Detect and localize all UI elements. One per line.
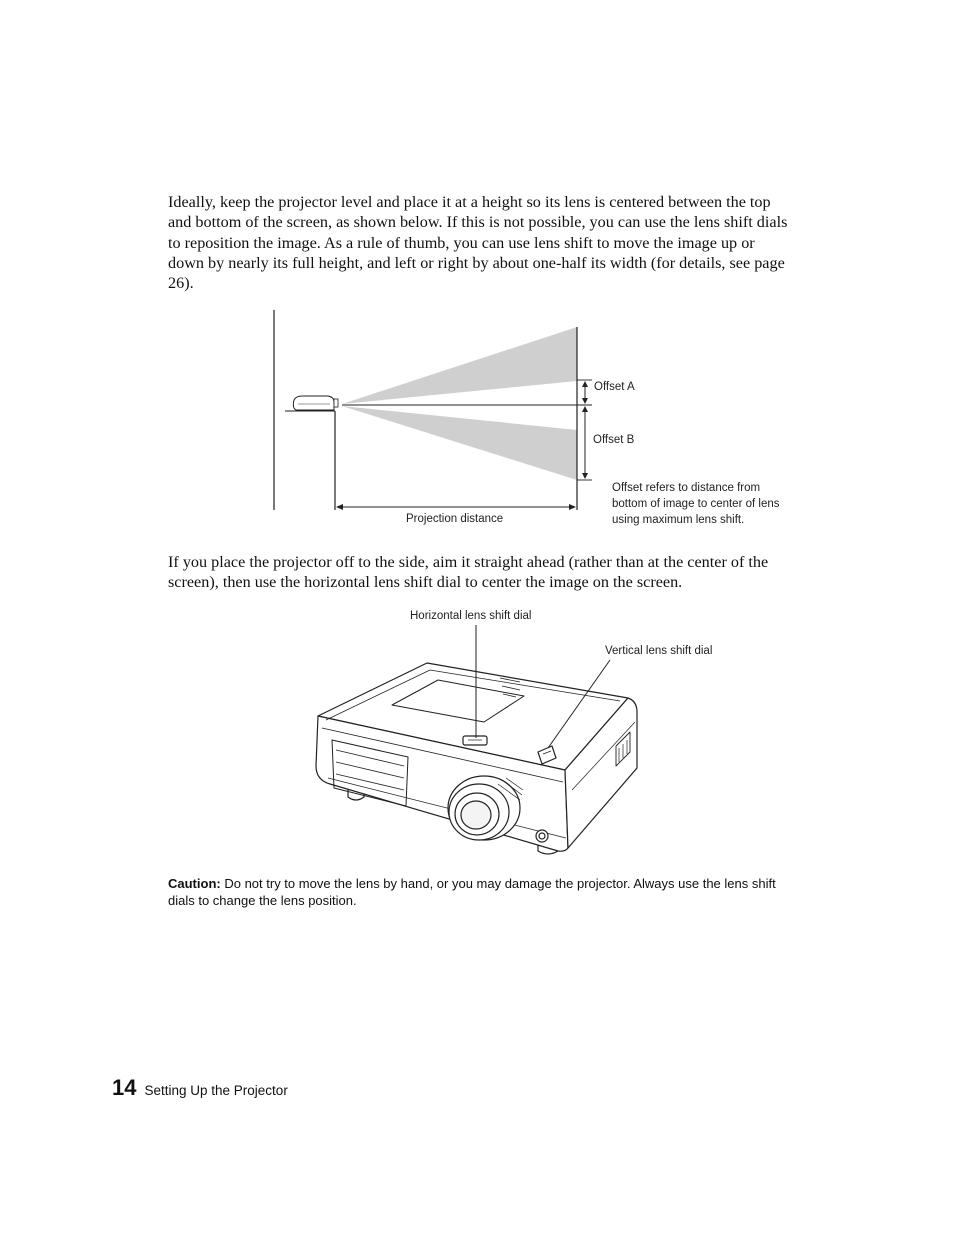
- caution-note: [168, 875, 788, 909]
- page-number: 14: [112, 1075, 137, 1100]
- vertical-dial-label: Vertical lens shift dial: [605, 645, 713, 657]
- intro-paragraph: Ideally, keep the projector level and place it at a height so its lens is centered between the top and bottom of the screen, as shown below. If this is not possible, you can use the lens shift dials to reposition the image. As a rule of thumb, you can use lens shift to move the image up or down by nearly its full height, and left or right by about one-half its width (for details, see page 26).: [168, 193, 788, 293]
- offset-a-label: Offset A: [594, 381, 635, 393]
- projection-distance-label: Projection distance: [406, 513, 504, 525]
- page-footer: [112, 1075, 288, 1101]
- side-placement-paragraph: If you place the projector off to the side, aim it straight ahead (rather than at the center of the screen), then use the horizontal lens shift dial to center the image on the screen.: [168, 553, 769, 592]
- horizontal-dial-icon: [463, 736, 487, 745]
- section-title: Setting Up the Projector: [144, 1083, 288, 1098]
- caution-text: Do not try to move the lens by hand, or you may damage the projector. Always use the lens shift dials to change the lens position.: [168, 876, 776, 908]
- offset-note: Offset refers to distance from bottom of image to center of lens using maximum lens shift.: [612, 482, 780, 526]
- offset-b-label: Offset B: [593, 434, 635, 446]
- caution-label: Caution:: [168, 876, 221, 891]
- horizontal-dial-label: Horizontal lens shift dial: [410, 610, 532, 622]
